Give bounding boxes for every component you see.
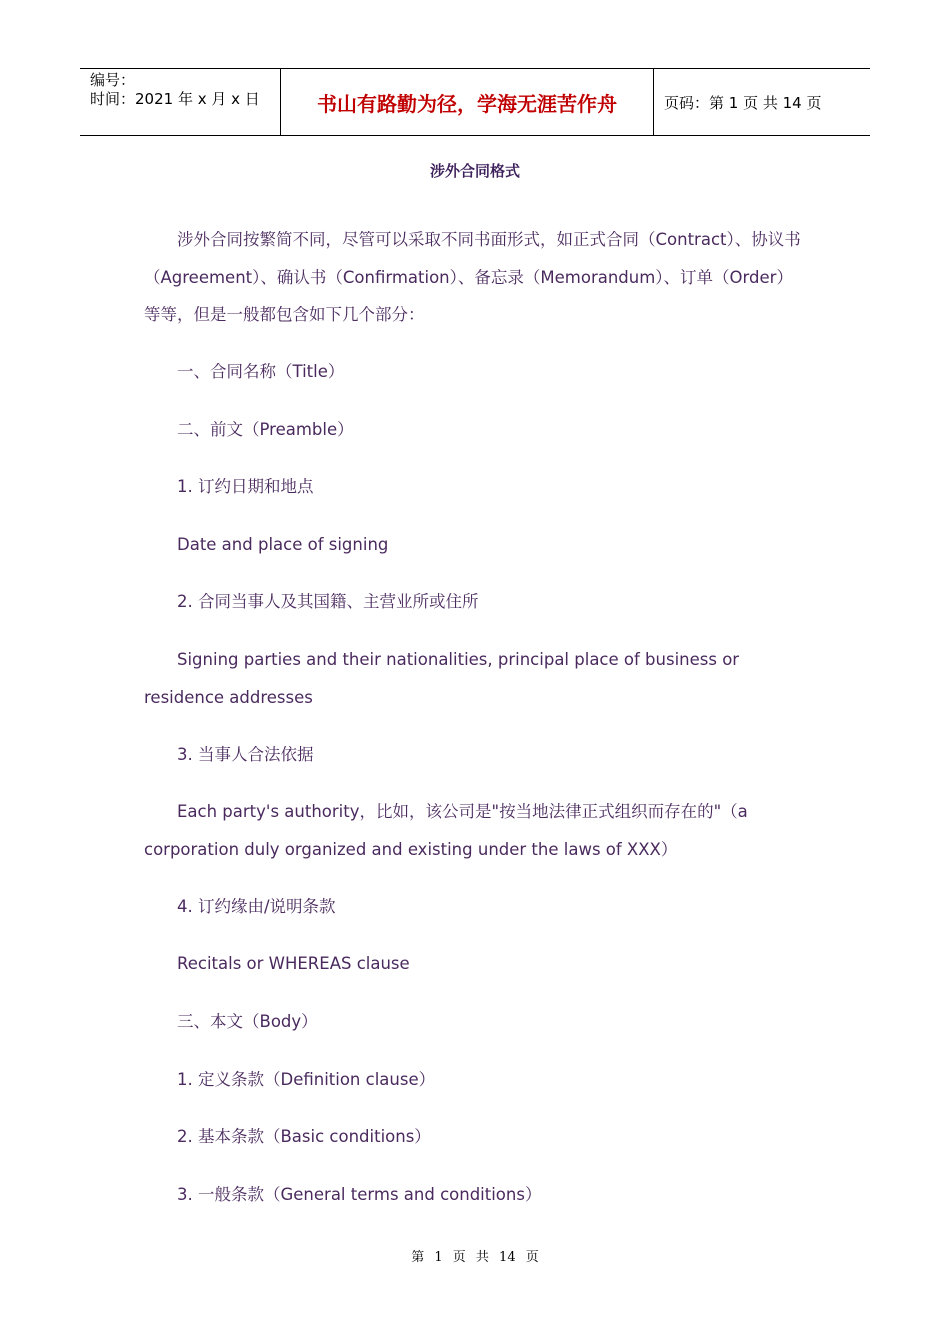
header-table — [80, 68, 870, 136]
item-3-1: 1. 定义条款（Definition clause） — [177, 1070, 436, 1089]
section-2-heading: 二、前文（Preamble） — [177, 420, 354, 439]
section-3-heading: 三、本文（Body） — [177, 1012, 318, 1031]
item-2-4: 4. 订约缘由/说明条款 — [177, 897, 336, 916]
item-2-1-en: Date and place of signing — [177, 535, 389, 554]
item-2-1: 1. 订约日期和地点 — [177, 477, 314, 496]
footer-page-number: 第 1 页 共 14 页 — [411, 1250, 539, 1265]
header-mid-cell — [281, 69, 654, 135]
item-2-3: 3. 当事人合法依据 — [177, 745, 314, 764]
item-2-3-en: Each party's authority，比如，该公司是"按当地法律正式组织而存在的"（a corporation duly organized and existing under the laws of XXX） — [144, 802, 748, 859]
item-2-4-en: Recitals or WHEREAS clause — [177, 954, 410, 973]
motto: 书山有路勤为径，学海无涯苦作舟 — [317, 91, 617, 116]
header-right-cell — [654, 69, 870, 135]
document-title: 涉外合同格式 — [429, 162, 520, 180]
item-3-3: 3. 一般条款（General terms and conditions） — [177, 1185, 542, 1204]
time-label: 时间：2021 年 x 月 x 日 — [90, 90, 260, 108]
number-label: 编号： — [90, 71, 136, 89]
intro-paragraph: 涉外合同按繁简不同，尽管可以采取不同书面形式，如正式合同（Contract）、协议书（Agreement）、确认书（Confirmation）、备忘录（Memorandum）、订单（Order）等等，但是一般都包含如下几个部分： — [144, 230, 801, 324]
item-2-2: 2. 合同当事人及其国籍、主营业所或住所 — [177, 592, 479, 611]
header-page-info: 页码：第 1 页 共 14 页 — [664, 93, 822, 112]
header-left-cell — [80, 69, 281, 135]
item-3-2: 2. 基本条款（Basic conditions） — [177, 1127, 431, 1146]
section-1-heading: 一、合同名称（Title） — [177, 362, 345, 381]
item-2-2-en: Signing parties and their nationalities, principal place of business or residence addresses — [144, 650, 740, 707]
